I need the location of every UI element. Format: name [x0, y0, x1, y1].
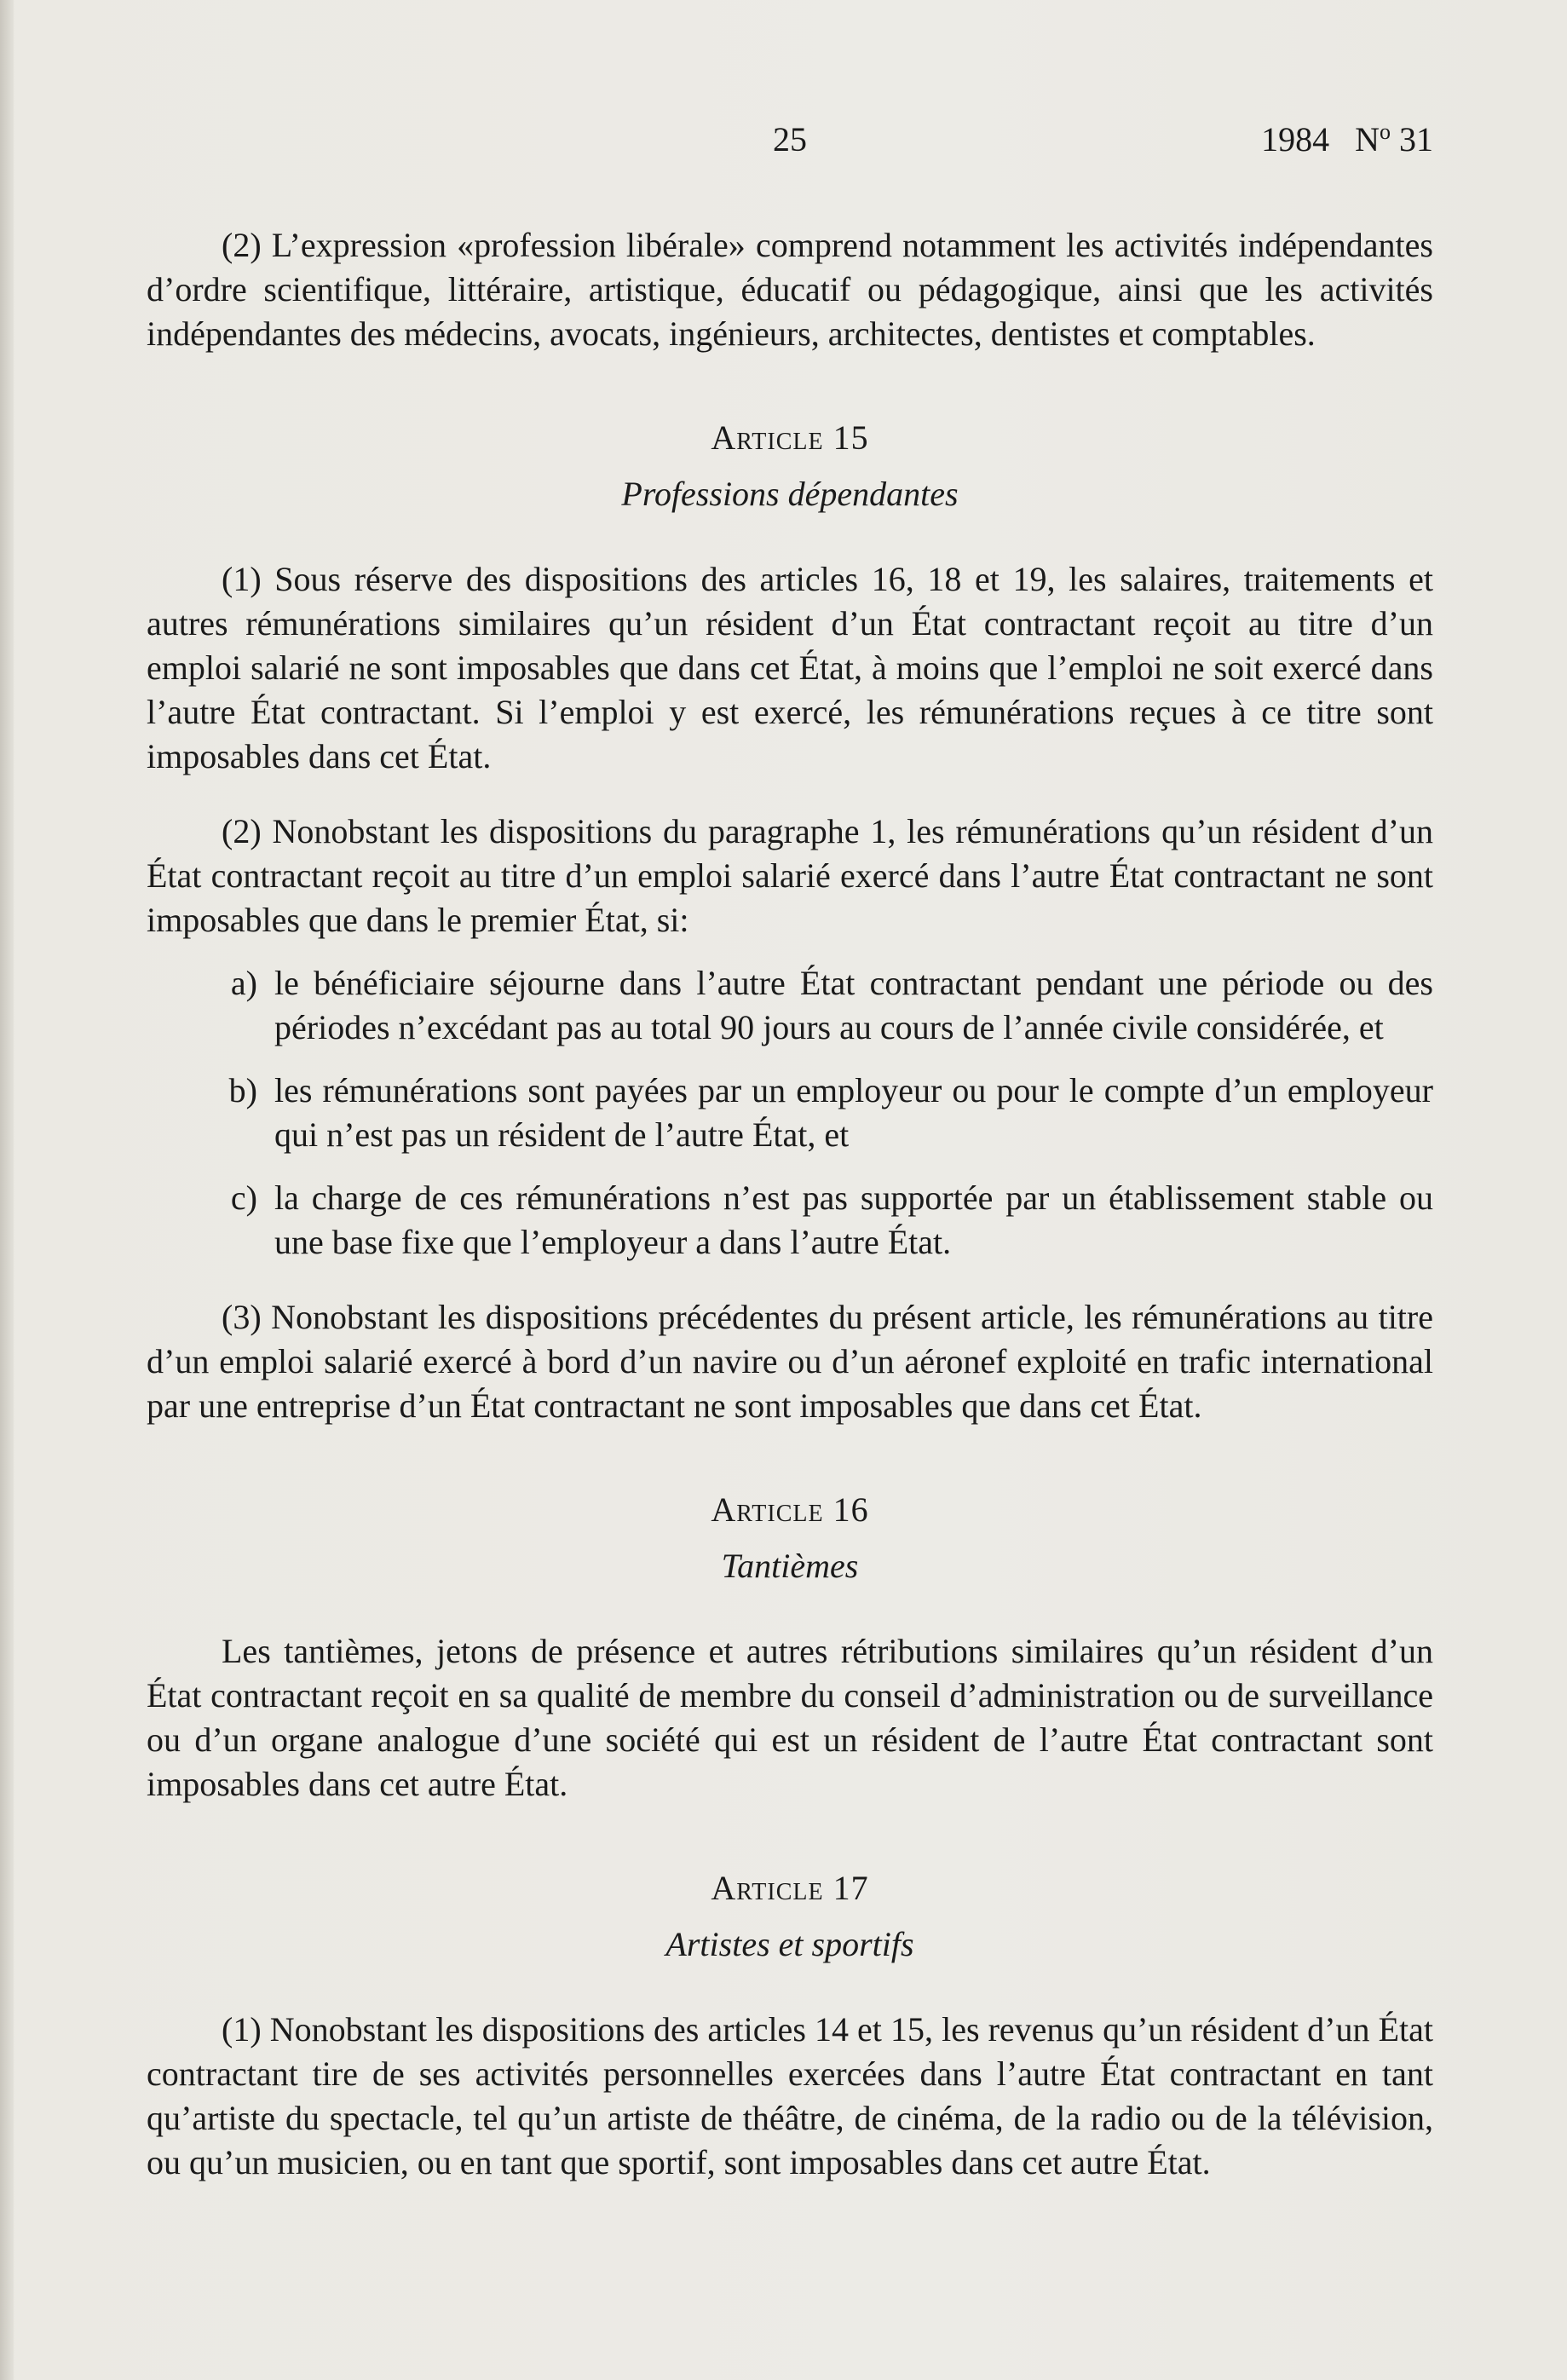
article-17-heading: Article 17: [711, 1869, 869, 1907]
article-15: [147, 416, 1433, 1428]
list-item-text: la charge de ces rémunérations n’est pas supportée par un établissement stable ou une base fixe que l’employeur a dans l’autre État.: [274, 1178, 1433, 1261]
list-item-a: [147, 961, 1433, 1050]
list-item-b: [147, 1069, 1433, 1157]
intro-paragraph: (2) L’expression «profession libérale» comprend notamment les activités indépendantes d’ordre scientifique, littéraire, artistique, éducatif ou pédagogique, ainsi que les activités indépendantes des médecins, avocats, ingénieurs, architectes, dentistes et comptables.: [147, 226, 1433, 353]
list-marker: c): [230, 1178, 257, 1217]
list-item-text: le bénéficiaire séjourne dans l’autre État contractant pendant une période ou des périodes n’excédant pas au total 90 jours au cours de l’année civile considérée, et: [274, 964, 1433, 1046]
article-17: [147, 1866, 1433, 2185]
article-17-paragraph-1: (1) Nonobstant les dispositions des articles 14 et 15, les revenus qu’un résident d’un État contractant tire de ses activités personnelles exercées dans l’autre État contractant en tant qu’artiste du spectacle, tel qu’un artiste de théâtre, de cinéma, de la radio ou de la télévision, ou qu’un musicien, ou en tant que sportif, sont imposables dans cet autre État.: [147, 2010, 1433, 2181]
page-number: 25: [773, 120, 807, 158]
list-marker: a): [230, 964, 257, 1002]
list-marker: b): [228, 1071, 257, 1109]
page-spine-shadow: [0, 0, 14, 2380]
document-year: 1984: [1261, 120, 1330, 158]
article-16-heading: Article 16: [711, 1490, 869, 1529]
article-17-title: Artistes et sportifs: [665, 1925, 914, 1963]
article-16-paragraph-1: Les tantièmes, jetons de présence et autres rétributions similaires qu’un résident d’un État contractant reçoit en sa qualité de membre du conseil d’administration ou de surveillance ou d’un organe analogue d’une société qui est un résident de l’autre État contractant sont imposables dans cet autre État.: [147, 1632, 1433, 1803]
document-reference: [1261, 119, 1433, 159]
article-16: [147, 1488, 1433, 1807]
document-number: 31: [1399, 120, 1433, 158]
list-item-c: [147, 1176, 1433, 1265]
document-number-label: N: [1355, 120, 1380, 158]
article-16-title: Tantièmes: [721, 1547, 859, 1585]
list-item-text: les rémunérations sont payées par un employeur ou pour le compte d’un employeur qui n’est pas un résident de l’autre État, et: [274, 1071, 1433, 1154]
article-15-paragraph-2: (2) Nonobstant les dispositions du paragraphe 1, les rémunérations qu’un résident d’un État contractant reçoit au titre d’un emploi salarié exercé dans l’autre État contractant ne sont imposables que dans le premier État, si:: [147, 812, 1433, 939]
article-15-paragraph-1: (1) Sous réserve des dispositions des articles 16, 18 et 19, les salaires, traitements et autres rémunérations similaires qu’un résident d’un État contractant reçoit au titre d’un emploi salarié ne sont imposables que dans cet État, à moins que l’emploi ne soit exercé dans l’autre État contractant. Si l’emploi y est exercé, les rémunérations reçues à ce titre sont imposables dans cet État.: [147, 560, 1433, 775]
document-number-sup: o: [1380, 119, 1391, 144]
article-15-title: Professions dépendantes: [621, 475, 959, 513]
article-15-paragraph-3: (3) Nonobstant les dispositions précédentes du présent article, les rémunérations au titre d’un emploi salarié exercé à bord d’un navire ou d’un aéronef exploité en trafic international par une entreprise d’un État contractant ne sont imposables que dans cet État.: [147, 1298, 1433, 1425]
article-15-heading: Article 15: [711, 418, 869, 457]
page-header: [147, 119, 1433, 162]
document-body: [147, 223, 1433, 2185]
